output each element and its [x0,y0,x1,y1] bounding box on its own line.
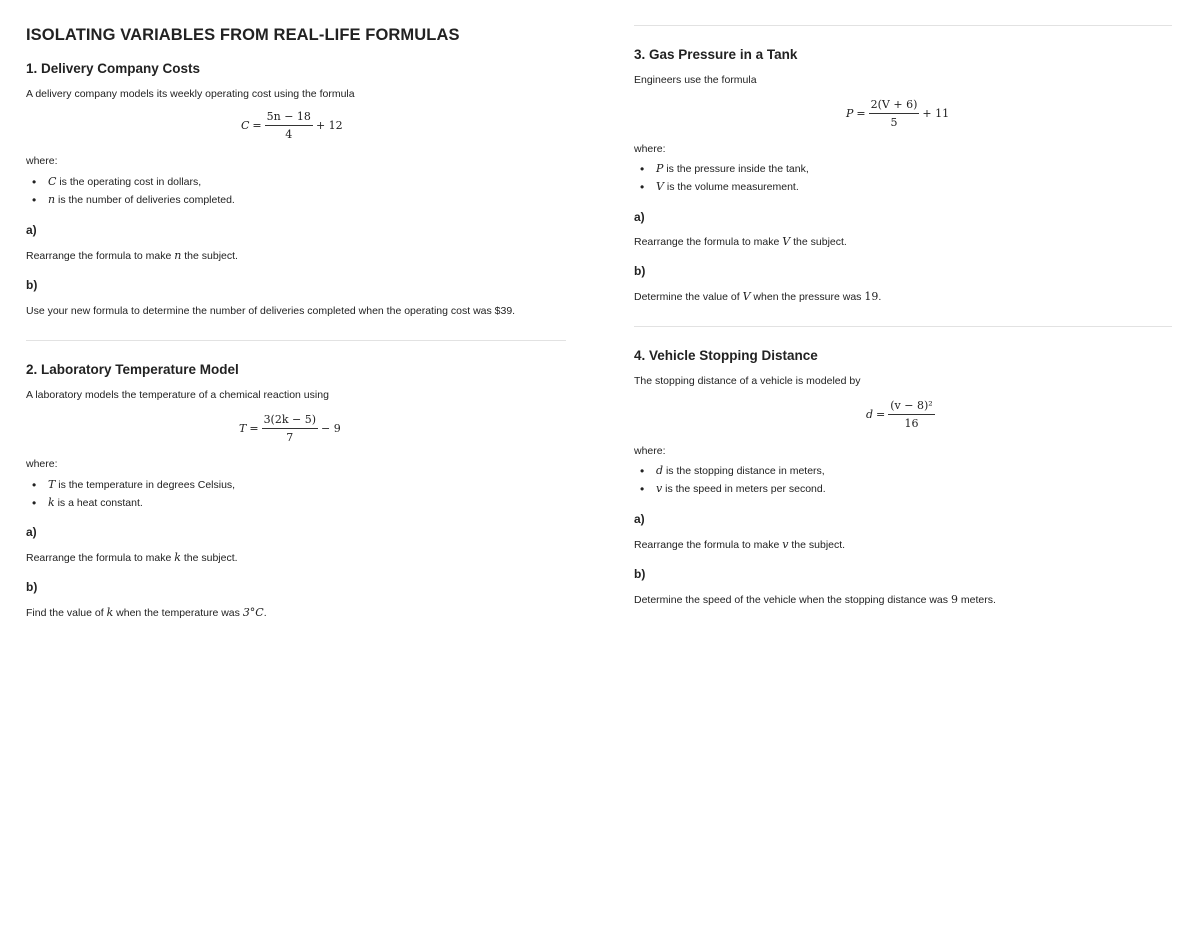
formula-denominator: 16 [904,417,919,430]
problem-heading: 4. Vehicle Stopping Distance [634,348,818,363]
problem-intro: Engineers use the formula [634,74,757,86]
where-label: where: [26,458,58,470]
variable-description: is a heat constant. [54,497,143,509]
formula-numerator: 5n − 18 [265,110,313,126]
part-a-label: a) [634,512,645,526]
formula-fraction [869,98,920,129]
formula-numerator: 3(2k − 5) [262,413,318,429]
formula-constant: + 12 [315,119,343,132]
part-b-label: b) [26,580,38,594]
formula-numerator: (v − 8)² [888,399,934,415]
problem-heading: 3. Gas Pressure in a Tank [634,47,798,62]
problem-1 [26,60,566,317]
formula-constant: + 11 [922,107,950,120]
part-b-label: b) [634,567,646,581]
problem-intro: A delivery company models its weekly operating cost using the formula [26,88,355,100]
part-b-label: b) [26,278,38,292]
where-label: where: [26,155,58,167]
variable-description: is the volume measurement. [663,181,799,193]
variable-description: is the pressure inside the tank, [663,163,809,175]
list-item [634,462,826,480]
formula-denominator: 4 [285,128,293,141]
where-label: where: [634,445,666,457]
formula-fraction [265,110,313,141]
formula-lhs: T [239,422,247,435]
formula-constant: − 9 [321,422,341,435]
variable-symbol: n [48,193,56,206]
variable-description: is the stopping distance in meters, [663,465,825,477]
part-a-text: Rearrange the formula to make V the subject. [634,235,847,248]
part-a-label: a) [26,223,37,237]
variable-symbol: k [48,496,55,509]
formula-equals: = [252,119,262,132]
part-b-text: Find the value of k when the temperature was 3°C. [26,606,267,619]
problem-heading: 1. Delivery Company Costs [26,61,201,76]
formula-equals: = [249,422,259,435]
problem-intro: The stopping distance of a vehicle is modeled by [634,375,861,387]
variable-list [634,160,809,196]
formula-equals: = [876,408,886,421]
problem-3 [634,46,1172,303]
variable-list [26,476,235,512]
part-a-text: Rearrange the formula to make n the subject. [26,249,238,262]
variable-description: is the operating cost in dollars, [56,176,202,188]
list-item [26,173,235,191]
where-label: where: [634,143,666,155]
divider [634,326,1172,327]
list-item [634,178,809,196]
variable-symbol: v [656,482,663,495]
problem-2 [26,361,566,619]
formula-numerator: 2(V + 6) [869,98,920,114]
part-a-text: Rearrange the formula to make v the subject. [634,538,846,551]
problem-4 [634,347,1172,606]
formula [239,413,341,444]
formula-fraction [888,399,934,430]
page-title: ISOLATING VARIABLES FROM REAL-LIFE FORMULAS [26,26,460,44]
formula-lhs: d [866,408,874,421]
problem-intro: A laboratory models the temperature of a chemical reaction using [26,389,329,401]
part-a-text: Rearrange the formula to make k the subject. [26,551,238,564]
part-b-text: Use your new formula to determine the number of deliveries completed when the operating cost was $39. [26,305,516,317]
problem-heading: 2. Laboratory Temperature Model [26,362,239,377]
formula-fraction [262,413,318,444]
formula-denominator: 5 [890,116,898,129]
formula-denominator: 7 [286,431,294,444]
formula [866,399,935,430]
variable-list [634,462,826,498]
variable-list [26,173,235,209]
list-item [634,480,826,498]
list-item [26,476,235,494]
variable-description: is the number of deliveries completed. [55,194,235,206]
part-a-label: a) [634,210,645,224]
variable-symbol: P [656,162,664,175]
formula-lhs: C [241,119,250,132]
list-item [26,191,235,209]
divider [634,25,1172,26]
list-item [634,160,809,178]
variable-symbol: C [48,175,57,188]
variable-symbol: T [48,478,56,491]
part-b-label: b) [634,264,646,278]
formula-equals: = [856,107,866,120]
variable-symbol: V [656,180,664,193]
variable-description: is the speed in meters per second. [662,483,826,495]
part-a-label: a) [26,525,37,539]
list-item [26,494,235,512]
variable-description: is the temperature in degrees Celsius, [55,479,236,491]
part-b-text: Determine the value of V when the pressure was 19. [634,290,882,303]
formula [241,110,343,141]
formula-lhs: P [846,107,854,120]
variable-symbol: d [656,464,664,477]
part-b-text: Determine the speed of the vehicle when the stopping distance was 9 meters. [634,593,996,606]
formula [846,98,949,129]
divider [26,340,566,341]
